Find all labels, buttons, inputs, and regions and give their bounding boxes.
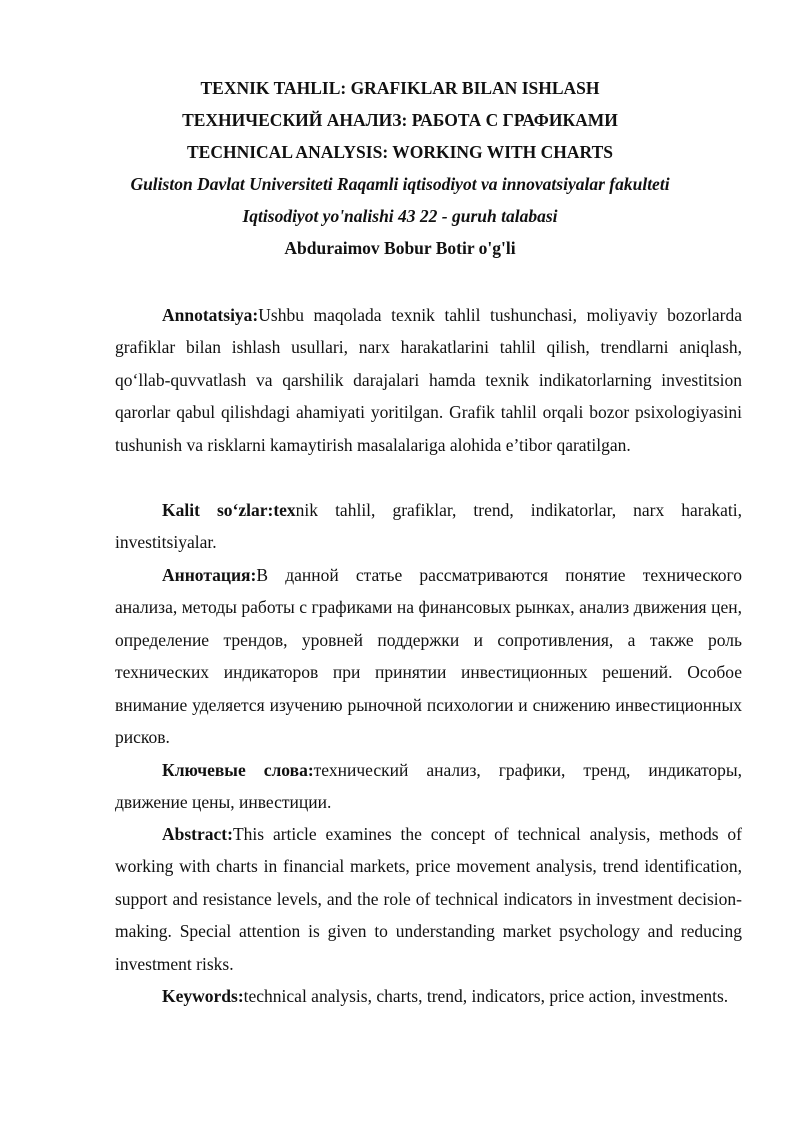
annotation-uzbek-text: Ushbu maqolada texnik tahlil tushunchasi, moliyaviy bozorlarda grafiklar bilan ishlash usullari, narx harakatlarini tahlil qilish, trendlarni aniqlash, qo‘llab-quvvatlash va qarshilik darajalari hamda texnik indikatorlarning investitsion qarorlar qabul qilishdagi ahamiyati yoritilgan. Grafik tahlil orqali bozor psixologiyasini tushunish va risklarni kamaytirish masalalariga alohida e’tibor qaratilgan. (115, 305, 742, 455)
affiliation-line-1: Guliston Davlat Universiteti Raqamli iqtisodiyot va innovatsiyalar fakulteti (130, 174, 670, 194)
author-name: Abduraimov Bobur Botir o'g'li (284, 238, 516, 258)
title-russian: ТЕХНИЧЕСКИЙ АНАЛИЗ: РАБОТА С ГРАФИКАМИ (182, 110, 618, 130)
annotation-russian (115, 559, 742, 753)
title-uzbek: TEXNIK TAHLIL: GRAFIKLAR BILAN ISHLASH (200, 78, 600, 98)
keywords-uzbek-text: nik tahlil, grafiklar, trend, indikatorlar, narx harakati, investitsiyalar. (115, 500, 742, 553)
annotation-uzbek-label: Annotatsiya: (162, 305, 259, 325)
keywords-russian (115, 754, 742, 819)
title-english: TECHNICAL ANALYSIS: WORKING WITH CHARTS (187, 142, 613, 162)
paper-header (0, 72, 800, 264)
keywords-english (115, 980, 742, 1012)
annotation-russian-text: В данной статье рассматриваются понятие технического анализа, методы работы с графиками на финансовых рынках, анализ движения цен, определение трендов, уровней поддержки и сопротивления, а также роль технических индикаторов при принятии инвестиционных решений. Особое внимание уделяется изучению рыночной психологии и снижению инвестиционных рисков. (115, 565, 742, 748)
keywords-english-text: technical analysis, charts, trend, indicators, price action, investments. (243, 986, 729, 1006)
keywords-russian-label: Ключевые слова: (162, 760, 314, 780)
abstract-english-text: This article examines the concept of technical analysis, methods of working with charts in financial markets, price movement analysis, trend identification, support and resistance levels, and the role of technical indicators in investment decision-making. Special attention is given to understanding market psychology and reducing investment risks. (115, 824, 742, 974)
keywords-russian-text: технический анализ, графики, тренд, индикаторы, движение цены, инвестиции. (115, 760, 742, 813)
keywords-english-label: Keywords: (162, 986, 244, 1006)
abstract-english-label: Abstract: (162, 824, 233, 844)
abstract-english (115, 818, 742, 980)
annotation-uzbek (115, 299, 742, 461)
annotation-russian-label: Аннотация: (162, 565, 257, 585)
keywords-uzbek-label: Kalit so‘zlar:tex (162, 500, 296, 520)
affiliation-line-2: Iqtisodiyot yo'nalishi 43 22 - guruh talabasi (242, 206, 558, 226)
keywords-uzbek (115, 494, 742, 559)
